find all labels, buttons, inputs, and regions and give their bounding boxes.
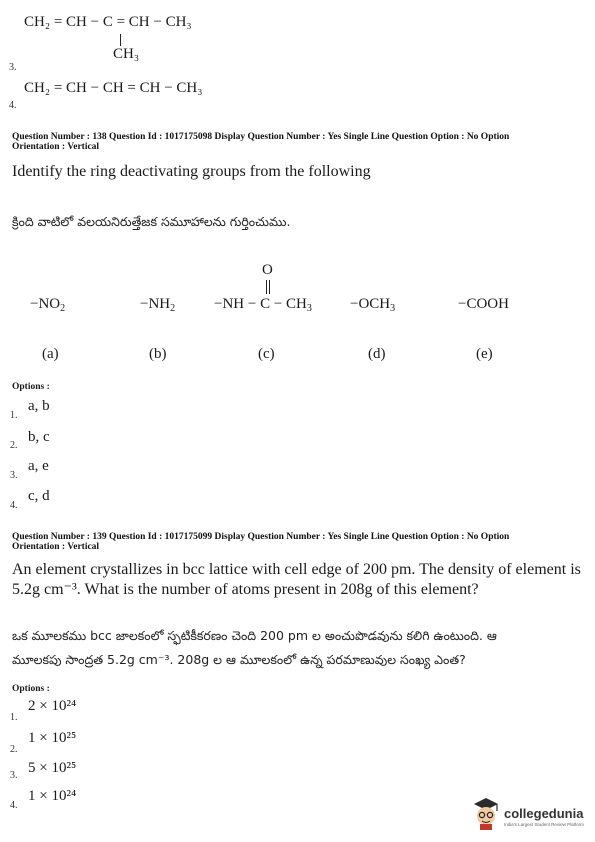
question-139-text-en [12,560,587,600]
group-d-label: (d) [368,346,386,362]
logo-tagline: India's Largest Student Review Platform [504,822,584,827]
options-label-q139: Options : [12,684,50,694]
question-138-header [12,132,587,152]
question-138-text-en: Identify the ring deactivating groups from the following [12,163,371,180]
group-b-formula: $-NH_2$ [140,296,176,314]
group-c-formula: $-NH - C - CH_3$ [214,296,312,314]
option-2-formula: CH₂ = CH − C = CH − CH₃ [24,14,192,30]
q139-option-4-text[interactable]: 1 × 10²⁴ [28,788,77,804]
option-3-number: 3. [9,62,17,73]
option-3-number-q138: 3. [10,470,18,481]
q139-option-3-number: 3. [10,770,18,781]
question-138-header-line2: Orientation : Vertical [12,142,100,152]
q139-option-1-text[interactable]: 2 × 10²⁴ [28,698,77,714]
option-3-text[interactable]: a, e [28,458,49,474]
option-4-text[interactable]: c, d [28,488,50,504]
question-139-text-en-line2: 5.2g cm⁻³. What is the number of atoms present in 208g of this element? [12,581,479,598]
q139-option-3-text[interactable]: 5 × 10²⁵ [28,760,77,776]
collegedunia-logo [470,796,590,832]
branch-bond [120,34,121,46]
group-a-formula: $-NO_2$ [30,296,66,314]
option-2-text[interactable]: b, c [28,429,50,445]
group-e-label: (e) [476,346,493,362]
group-b-label: (b) [149,346,167,362]
option-2-number: 2. [10,440,18,451]
option-1-text[interactable]: a, b [28,398,50,414]
logo-name: collegedunia [504,806,584,821]
group-c-label: (c) [258,346,275,362]
q139-option-2-number: 2. [10,744,18,755]
question-139-text-te-line2: మూలకపు సాంద్రత 5.2g cm⁻³. 208g ల ఆ మూలకంలో ఉన్న పరమాణువుల సంఖ్య ఎంత? [12,652,466,667]
q139-option-2-text[interactable]: 1 × 10²⁵ [28,730,77,746]
question-138-header-line1: Question Number : 138 Question Id : 1017175098 Display Question Number : Yes Single Line Question Option : No Option [12,132,510,142]
option-4-number: 4. [9,100,17,111]
option-1-number: 1. [10,410,18,421]
group-a-label: (a) [42,346,59,362]
q139-option-1-number: 1. [10,712,18,723]
question-139-text-te [12,624,587,672]
group-d-formula: $-OCH_3$ [350,296,396,314]
question-139-header-line2: Orientation : Vertical [12,542,100,552]
option-4-number-q138: 4. [10,500,18,511]
group-e-formula: −COOH [458,296,509,312]
group-c-oxygen: O [262,262,273,278]
graduate-mascot-icon [470,796,502,830]
options-label: Options : [12,382,50,392]
double-bond-line-2 [269,280,270,294]
option-2-branch: CH₃ [113,46,140,62]
question-139-text-en-line1: An element crystallizes in bcc lattice with cell edge of 200 pm. The density of element is [12,561,581,578]
question-138-text-te: క్రింది వాటిలో వలయనిరుత్తేజక సమూహాలను గుర్తించుము. [12,214,291,229]
question-139-text-te-line1: ఒక మూలకము bcc జాలకంలో స్ఫటికీకరణం చెంది 200 pm ల అంచుపొడవును కలిగి ఉంటుంది. ఆ [12,628,497,643]
option-3-formula: CH₂ = CH − CH = CH − CH₃ [24,80,203,96]
question-139-header [12,532,587,552]
q139-option-4-number: 4. [10,800,18,811]
double-bond-line-1 [266,280,267,294]
question-139-header-line1: Question Number : 139 Question Id : 1017175099 Display Question Number : Yes Single Line Question Option : No Option [12,532,510,542]
